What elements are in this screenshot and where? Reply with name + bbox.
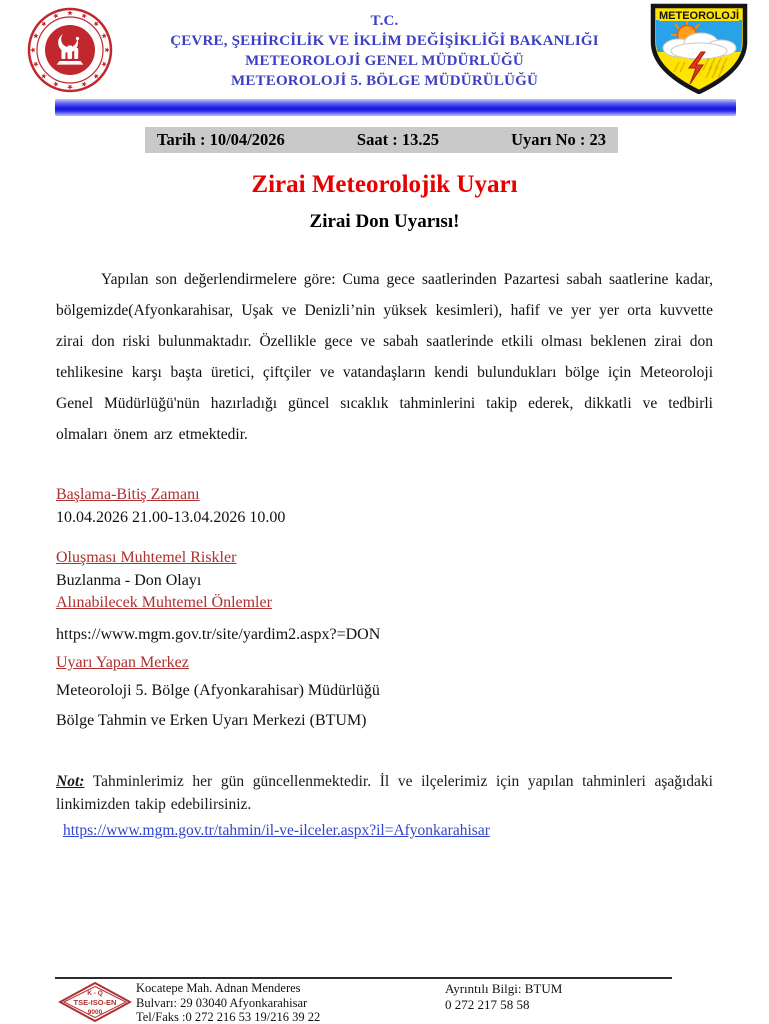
warning-date: Tarih : 10/04/2026 xyxy=(157,130,285,149)
header-line-tc: T.C. xyxy=(370,13,399,29)
document-title: Zirai Meteorolojik Uyarı xyxy=(251,171,518,198)
document-header xyxy=(0,0,769,94)
footer-info-line1: Ayrıntılı Bilgi: BTUM xyxy=(445,981,563,996)
warning-time: Saat : 13.25 xyxy=(356,130,439,149)
header-line-region: METEOROLOJİ 5. BÖLGE MÜDÜRÜLÜĞÜ xyxy=(230,73,539,89)
footer-divider-line xyxy=(55,977,672,979)
footer-address-line1: Kocatepe Mah. Adnan Menderes xyxy=(136,981,301,995)
document-footer xyxy=(0,977,769,1024)
header-line-ministry: ÇEVRE, ŞEHİRCİLİK VE İKLİM DEĞİŞİKLİĞİ BAKANLIĞI xyxy=(170,33,599,49)
section-content-risks: Buzlanma - Don Olayı xyxy=(56,572,202,589)
section-heading-issuing-center: Uyarı Yapan Merkez xyxy=(56,654,189,671)
section-heading-precautions: Alınabilecek Muhtemel Önlemler xyxy=(56,594,272,611)
section-content-btum: Bölge Tahmin ve Erken Uyarı Merkezi (BTUM) xyxy=(56,712,367,729)
header-line-directorate: METEOROLOJİ GENEL MÜDÜRLÜĞÜ xyxy=(245,53,524,69)
section-heading-risks: Oluşması Muhtemel Riskler xyxy=(56,549,237,566)
cert-line-tse: TSE-ISO-EN xyxy=(73,998,117,1007)
warning-number: Uyarı No : 23 xyxy=(511,130,606,149)
section-content-precautions-url: https://www.mgm.gov.tr/site/yardim2.aspx?=DON xyxy=(56,626,381,643)
footer-address-line3: Tel/Faks :0 272 216 53 19/216 39 22 xyxy=(136,1010,321,1024)
ministry-seal-icon xyxy=(24,6,116,94)
note-label: Not: xyxy=(56,773,85,790)
section-content-start-end: 10.04.2026 21.00-13.04.2026 10.00 xyxy=(56,509,286,526)
footer-address-line2: Bulvarı: 29 03040 Afyonkarahisar xyxy=(136,995,308,1010)
warning-sections xyxy=(56,484,713,732)
note-paragraph xyxy=(56,770,713,842)
footer-contact-block xyxy=(445,981,562,1013)
tse-iso-cert-icon xyxy=(58,982,132,1022)
document-subtitle: Zirai Don Uyarısı! xyxy=(309,211,460,232)
warning-body-paragraph: Yapılan son değerlendirmelere göre: Cuma gece saatlerinden Pazartesi sabah saatlerine kadar, bölgemizde(Afyonkarahisar, Uşak ve Denizli’nin yüksek kesimleri), hafif ve yer yer orta kuvvette zirai don riski bulunmaktadır. Özellikle gece ve sabah saatlerinde etkili olması beklenen zirai don tehlikesine karşı başta üretici, çiftçiler ve vatandaşların kendi bulundukları bölge için Meteoroloji Genel Müdürlüğü'nün hazırladığı güncel sıcaklık tahminlerini takip ederek, dikkatli ve tedbirli olmaları önem arz etmektedir. xyxy=(56,271,713,443)
cert-line-9000: 9000 xyxy=(87,1009,103,1016)
warning-info-bar xyxy=(145,127,618,153)
forecast-link[interactable]: https://www.mgm.gov.tr/tahmin/il-ve-ilceler.aspx?il=Afyonkarahisar xyxy=(63,822,490,839)
note-text: Tahminlerimiz her gün güncellenmektedir. İl ve ilçelerimiz için yapılan tahminleri aşağıdaki linkimizden takip edebilirsiniz. xyxy=(56,773,713,813)
header-divider-bar xyxy=(55,99,736,116)
cert-line-kq: K - Q xyxy=(87,990,103,997)
meteoroloji-shield-icon xyxy=(649,2,749,94)
section-content-issuing-center: Meteoroloji 5. Bölge (Afyonkarahisar) Müdürlüğü xyxy=(56,682,380,699)
footer-address-block xyxy=(136,981,320,1024)
shield-logo-label: METEOROLOJİ xyxy=(658,10,740,22)
footer-info-line2: 0 272 217 58 58 xyxy=(445,997,530,1012)
section-heading-start-end: Başlama-Bitiş Zamanı xyxy=(56,486,200,503)
